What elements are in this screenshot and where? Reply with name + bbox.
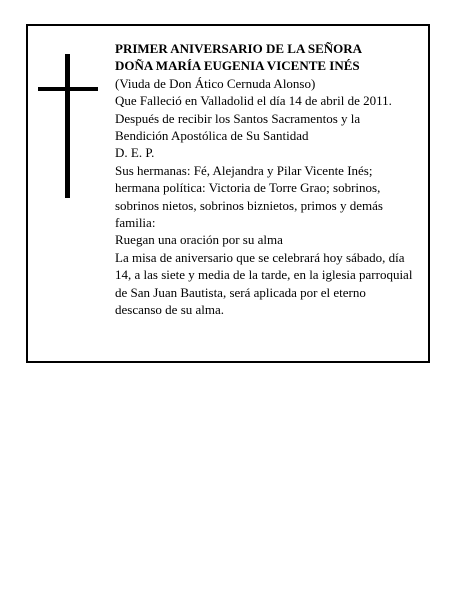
sacraments-line: Después de recibir los Santos Sacramentos y la Bendición Apostólica de Su Santidad	[115, 110, 361, 144]
death-line: Que Falleció en Valladolid el día 14 de abril de 2011.	[115, 93, 392, 109]
cross-horizontal-bar	[38, 87, 98, 91]
notice-title-line1: PRIMER ANIVERSARIO DE LA SEÑORA	[115, 41, 363, 56]
family-line: Sus hermanas: Fé, Alejandra y Pilar Vicente Inés; hermana política: Victoria de Torre Grao; sobrinos, sobrinos nietos, sobrinos biznietos, primos y demás familia:	[115, 162, 383, 231]
rip-line: D. E. P.	[115, 145, 155, 161]
cross-icon	[38, 54, 98, 198]
notice-body	[115, 40, 415, 319]
notice-title-line2: DOÑA MARÍA EUGENIA VICENTE INÉS	[115, 58, 360, 74]
mass-info-line: La misa de aniversario que se celebrará hoy sábado, día 14, a las siete y media de la tarde, en la iglesia parroquial de San Juan Bautista, será aplicada por el eterno descanso de su alma.	[115, 249, 413, 318]
cross-vertical-bar	[65, 54, 70, 198]
widow-of-line: (Viuda de Don Ático Cernuda Alonso)	[115, 75, 316, 91]
obituary-notice	[26, 24, 430, 363]
prayer-request-line: Ruegan una oración por su alma	[115, 232, 283, 248]
